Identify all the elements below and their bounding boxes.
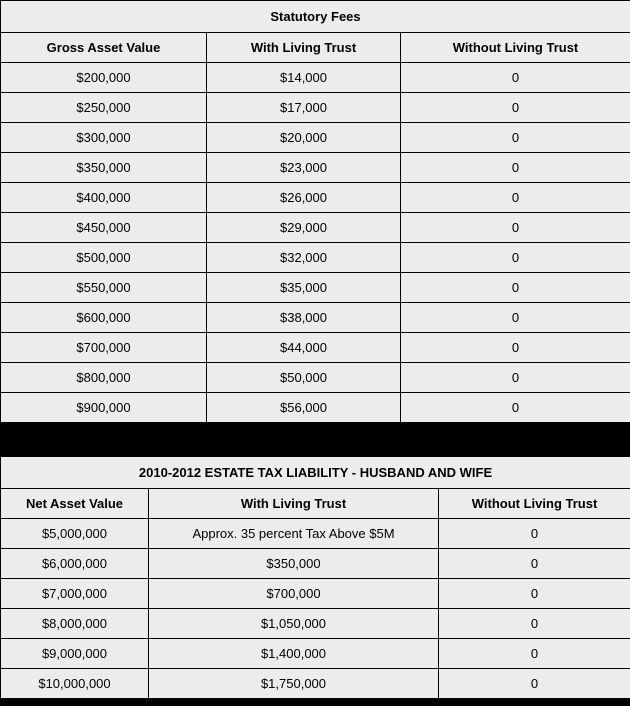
table-body <box>1 519 630 699</box>
column-header-row <box>1 33 630 63</box>
table-body <box>1 63 630 423</box>
column-header: With Living Trust <box>149 489 439 519</box>
table-cell: 0 <box>439 549 630 579</box>
table-cell: $44,000 <box>207 333 401 363</box>
table-row <box>1 669 630 699</box>
table-cell: 0 <box>439 579 630 609</box>
table-title-row <box>1 457 630 489</box>
table-cell: $5,000,000 <box>1 519 149 549</box>
table-cell: 0 <box>401 93 630 123</box>
table-cell: $700,000 <box>1 333 207 363</box>
table-row <box>1 183 630 213</box>
estate-tax-table <box>0 456 630 699</box>
table-cell: 0 <box>401 273 630 303</box>
table-cell: Approx. 35 percent Tax Above $5M <box>149 519 439 549</box>
table-cell: $20,000 <box>207 123 401 153</box>
table-cell: $500,000 <box>1 243 207 273</box>
column-header: Net Asset Value <box>1 489 149 519</box>
table-cell: $7,000,000 <box>1 579 149 609</box>
table-cell: 0 <box>439 519 630 549</box>
table-cell: $350,000 <box>1 153 207 183</box>
column-header-row <box>1 489 630 519</box>
table-cell: 0 <box>401 303 630 333</box>
table-cell: $700,000 <box>149 579 439 609</box>
table-cell: $56,000 <box>207 393 401 423</box>
table-cell: 0 <box>439 639 630 669</box>
table-cell: $23,000 <box>207 153 401 183</box>
table-cell: $1,400,000 <box>149 639 439 669</box>
table-row <box>1 273 630 303</box>
column-header: Without Living Trust <box>401 33 630 63</box>
table-title: 2010-2012 ESTATE TAX LIABILITY - HUSBAND AND WIFE <box>1 457 630 489</box>
table-cell: $6,000,000 <box>1 549 149 579</box>
table-row <box>1 303 630 333</box>
table-cell: $250,000 <box>1 93 207 123</box>
table-cell: $400,000 <box>1 183 207 213</box>
table-cell: 0 <box>439 609 630 639</box>
column-header: Without Living Trust <box>439 489 630 519</box>
table-cell: 0 <box>401 243 630 273</box>
table-row <box>1 549 630 579</box>
table-cell: 0 <box>401 393 630 423</box>
table-row <box>1 609 630 639</box>
table-cell: 0 <box>401 183 630 213</box>
column-header: Gross Asset Value <box>1 33 207 63</box>
table-cell: $900,000 <box>1 393 207 423</box>
table-cell: 0 <box>401 123 630 153</box>
table-cell: $350,000 <box>149 549 439 579</box>
table-cell: $26,000 <box>207 183 401 213</box>
table-cell: 0 <box>401 363 630 393</box>
table-row <box>1 393 630 423</box>
table-cell: $14,000 <box>207 63 401 93</box>
table-row <box>1 579 630 609</box>
table-row <box>1 243 630 273</box>
table-cell: 0 <box>401 333 630 363</box>
table-cell: $200,000 <box>1 63 207 93</box>
table-title: Statutory Fees <box>1 1 630 33</box>
table-cell: $9,000,000 <box>1 639 149 669</box>
table-row <box>1 123 630 153</box>
table-cell: 0 <box>401 63 630 93</box>
table-cell: $300,000 <box>1 123 207 153</box>
table-cell: $29,000 <box>207 213 401 243</box>
table-row <box>1 63 630 93</box>
table-cell: $600,000 <box>1 303 207 333</box>
table-row <box>1 333 630 363</box>
table-cell: $32,000 <box>207 243 401 273</box>
table-cell: $1,750,000 <box>149 669 439 699</box>
table-row <box>1 213 630 243</box>
table-cell: $800,000 <box>1 363 207 393</box>
table-row <box>1 363 630 393</box>
column-header: With Living Trust <box>207 33 401 63</box>
table-cell: $35,000 <box>207 273 401 303</box>
table-cell: $17,000 <box>207 93 401 123</box>
table-row <box>1 639 630 669</box>
table-cell: 0 <box>401 213 630 243</box>
table-row <box>1 93 630 123</box>
table-cell: 0 <box>401 153 630 183</box>
table-cell: $450,000 <box>1 213 207 243</box>
table-cell: $38,000 <box>207 303 401 333</box>
table-row <box>1 153 630 183</box>
table-row <box>1 519 630 549</box>
table-cell: $550,000 <box>1 273 207 303</box>
table-cell: $1,050,000 <box>149 609 439 639</box>
table-cell: $10,000,000 <box>1 669 149 699</box>
table-cell: 0 <box>439 669 630 699</box>
table-cell: $50,000 <box>207 363 401 393</box>
table-title-row <box>1 1 630 33</box>
table-cell: $8,000,000 <box>1 609 149 639</box>
